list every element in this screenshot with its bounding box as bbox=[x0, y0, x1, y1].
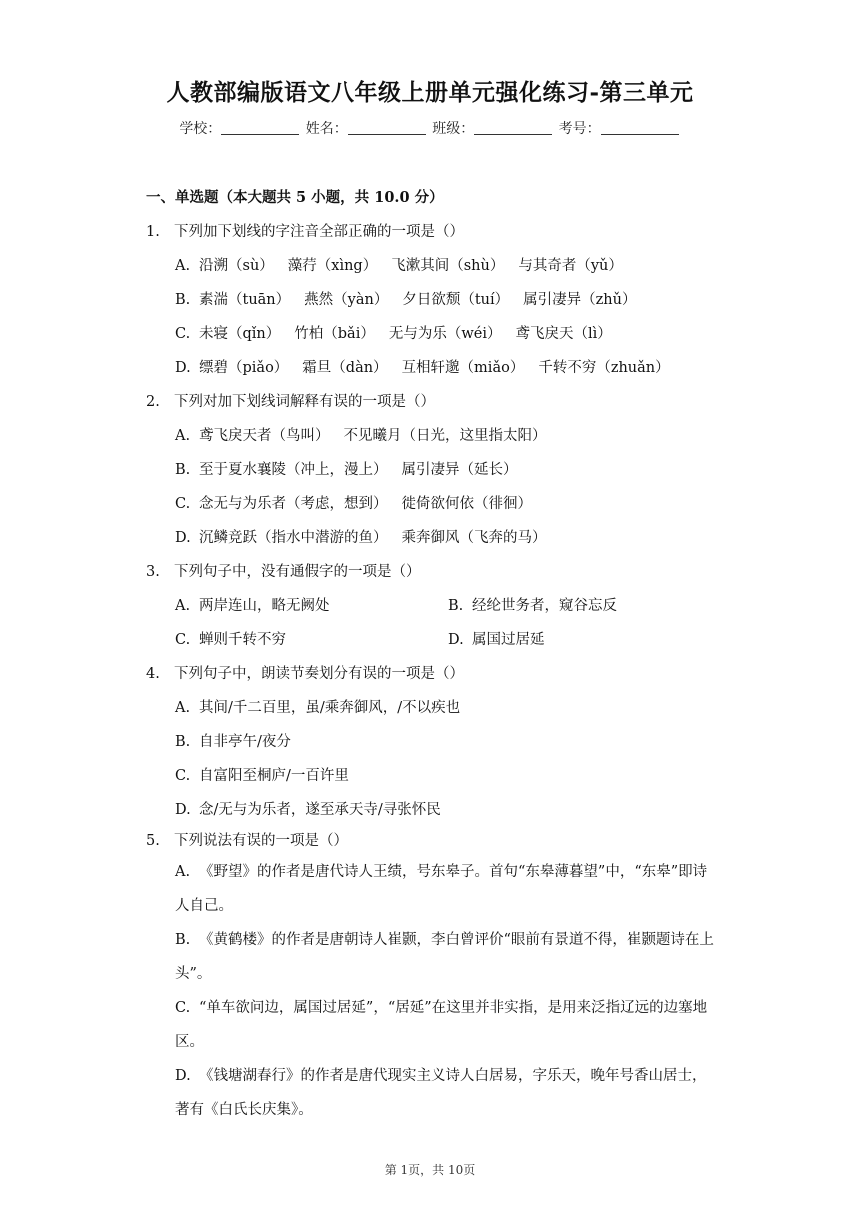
option-seg: 属引凄异（zhǔ） bbox=[523, 292, 637, 308]
option-seg: 不见曦月（日光，这里指太阳） bbox=[343, 428, 547, 444]
option-text: 自非亭午/夜分 bbox=[199, 734, 291, 750]
question-number: 1. bbox=[146, 224, 160, 240]
option-letter: B. bbox=[175, 932, 191, 948]
question-1 bbox=[146, 220, 464, 241]
option-text: 属国过居延 bbox=[472, 632, 545, 648]
q2-option-a[interactable] bbox=[175, 424, 561, 445]
q2-option-b[interactable] bbox=[175, 458, 532, 479]
name-label: 姓名： bbox=[305, 121, 348, 137]
question-number: 5. bbox=[146, 833, 160, 849]
option-seg: 鸢飞戾天（lì） bbox=[515, 326, 612, 342]
class-blank[interactable] bbox=[474, 120, 552, 135]
option-text: 经纶世务者，窥谷忘反 bbox=[472, 598, 617, 614]
option-seg: 无与为乐（wéi） bbox=[388, 326, 502, 342]
name-blank[interactable] bbox=[348, 120, 426, 135]
school-label: 学校： bbox=[179, 121, 222, 137]
q3-option-b[interactable] bbox=[448, 594, 617, 615]
option-seg: 念无与为乐者（考虑，想到） bbox=[199, 496, 388, 512]
q1-option-b[interactable] bbox=[175, 288, 650, 309]
option-text: 《野望》的作者是唐代诗人王绩，号东皋子。首句“东皋薄暮望”中，“东皋”即诗人自己。 bbox=[175, 864, 708, 914]
school-blank[interactable] bbox=[221, 120, 299, 135]
question-number: 4. bbox=[146, 666, 160, 682]
option-letter: D. bbox=[175, 1068, 191, 1084]
question-2 bbox=[146, 390, 435, 411]
student-info-line bbox=[0, 118, 860, 138]
question-5 bbox=[146, 829, 348, 850]
page-title: 人教部编版语文八年级上册单元强化练习-第三单元 bbox=[166, 79, 694, 106]
option-letter: B. bbox=[175, 734, 191, 750]
q5-option-c[interactable] bbox=[175, 991, 715, 1059]
option-text: 自富阳至桐庐/一百许里 bbox=[199, 768, 349, 784]
option-seg: 乘奔御风（飞奔的马） bbox=[401, 530, 547, 546]
option-seg: 藻荇（xìng） bbox=[287, 258, 378, 274]
q5-option-d[interactable] bbox=[175, 1059, 715, 1127]
option-seg: 至于夏水襄陵（冲上，漫上） bbox=[199, 462, 388, 478]
page-footer: 第 1页，共 10页 bbox=[384, 1163, 476, 1177]
exam-number-blank[interactable] bbox=[601, 120, 679, 135]
option-seg: 沉鳞竞跃（指水中潜游的鱼） bbox=[199, 530, 388, 546]
option-seg: 徙倚欲何依（徘徊） bbox=[401, 496, 532, 512]
option-seg: 鸢飞戾天者（鸟叫） bbox=[199, 428, 330, 444]
option-seg: 与其奇者（yǔ） bbox=[518, 258, 623, 274]
question-stem: 下列对加下划线词解释有误的一项是（） bbox=[174, 394, 435, 410]
question-4 bbox=[146, 662, 464, 683]
option-text: 其间/千二百里，虽/乘奔御风，/不以疾也 bbox=[199, 700, 461, 716]
q1-option-d[interactable] bbox=[175, 356, 684, 377]
option-seg: 飞漱其间（shù） bbox=[391, 258, 505, 274]
option-text: “单车欲问边，属国过居延”，“居延”在这里并非实指，是用来泛指辽远的边塞地区。 bbox=[175, 1000, 708, 1050]
option-seg: 千转不穷（zhuǎn） bbox=[538, 360, 670, 376]
q2-option-c[interactable] bbox=[175, 492, 546, 513]
option-letter: D. bbox=[175, 802, 191, 818]
q3-option-a[interactable] bbox=[175, 594, 330, 615]
option-letter: A. bbox=[175, 598, 191, 614]
question-stem: 下列加下划线的字注音全部正确的一项是（） bbox=[174, 224, 464, 240]
option-seg: 竹柏（bǎi） bbox=[294, 326, 375, 342]
option-letter: C. bbox=[175, 326, 191, 342]
exam-number-label: 考号： bbox=[558, 121, 601, 137]
option-seg: 燕然（yàn） bbox=[304, 292, 389, 308]
option-seg: 沿溯（sù） bbox=[199, 258, 274, 274]
option-letter: A. bbox=[175, 428, 191, 444]
q4-option-d[interactable] bbox=[175, 798, 441, 819]
question-3 bbox=[146, 560, 421, 581]
option-letter: D. bbox=[175, 360, 191, 376]
option-letter: D. bbox=[448, 632, 464, 648]
q4-option-a[interactable] bbox=[175, 696, 460, 717]
option-seg: 缥碧（piǎo） bbox=[199, 360, 289, 376]
question-stem: 下列句子中，朗读节奏划分有误的一项是（） bbox=[174, 666, 464, 682]
option-letter: A. bbox=[175, 700, 191, 716]
question-stem: 下列句子中，没有通假字的一项是（） bbox=[174, 564, 421, 580]
q4-option-c[interactable] bbox=[175, 764, 349, 785]
option-letter: C. bbox=[175, 768, 191, 784]
option-letter: A. bbox=[175, 864, 191, 880]
option-letter: B. bbox=[175, 462, 191, 478]
option-seg: 素湍（tuān） bbox=[199, 292, 291, 308]
option-seg: 霜旦（dàn） bbox=[302, 360, 388, 376]
option-letter: D. bbox=[175, 530, 191, 546]
q3-option-c[interactable] bbox=[175, 628, 286, 649]
option-letter: C. bbox=[175, 632, 191, 648]
question-stem: 下列说法有误的一项是（） bbox=[174, 833, 348, 849]
q2-option-d[interactable] bbox=[175, 526, 561, 547]
option-text: 念/无与为乐者，遂至承天寺/寻张怀民 bbox=[199, 802, 441, 818]
option-text: 《黄鹤楼》的作者是唐朝诗人崔颢，李白曾评价“眼前有景道不得，崔颢题诗在上头”。 bbox=[175, 932, 714, 982]
q1-option-a[interactable] bbox=[175, 254, 637, 275]
section-heading: 一、单选题（本大题共 5 小题，共 10.0 分） bbox=[146, 189, 444, 206]
option-seg: 夕日欲颓（tuí） bbox=[402, 292, 510, 308]
q5-option-a[interactable] bbox=[175, 855, 715, 923]
option-text: 蝉则千转不穷 bbox=[199, 632, 286, 648]
option-seg: 互相轩邈（miǎo） bbox=[401, 360, 525, 376]
option-seg: 属引凄异（延长） bbox=[401, 462, 518, 478]
option-letter: C. bbox=[175, 496, 191, 512]
option-letter: B. bbox=[175, 292, 191, 308]
option-text: 《钱塘湖春行》的作者是唐代现实主义诗人白居易，字乐天，晚年号香山居士，著有《白氏长庆集》。 bbox=[175, 1068, 707, 1118]
option-letter: B. bbox=[448, 598, 464, 614]
q4-option-b[interactable] bbox=[175, 730, 291, 751]
q3-option-d[interactable] bbox=[448, 628, 545, 649]
option-text: 两岸连山，略无阙处 bbox=[199, 598, 330, 614]
q1-option-c[interactable] bbox=[175, 322, 626, 343]
q5-option-b[interactable] bbox=[175, 923, 715, 991]
question-number: 3. bbox=[146, 564, 160, 580]
option-letter: C. bbox=[175, 1000, 191, 1016]
question-number: 2. bbox=[146, 394, 160, 410]
option-letter: A. bbox=[175, 258, 191, 274]
option-seg: 未寝（qǐn） bbox=[199, 326, 281, 342]
class-label: 班级： bbox=[432, 121, 475, 137]
